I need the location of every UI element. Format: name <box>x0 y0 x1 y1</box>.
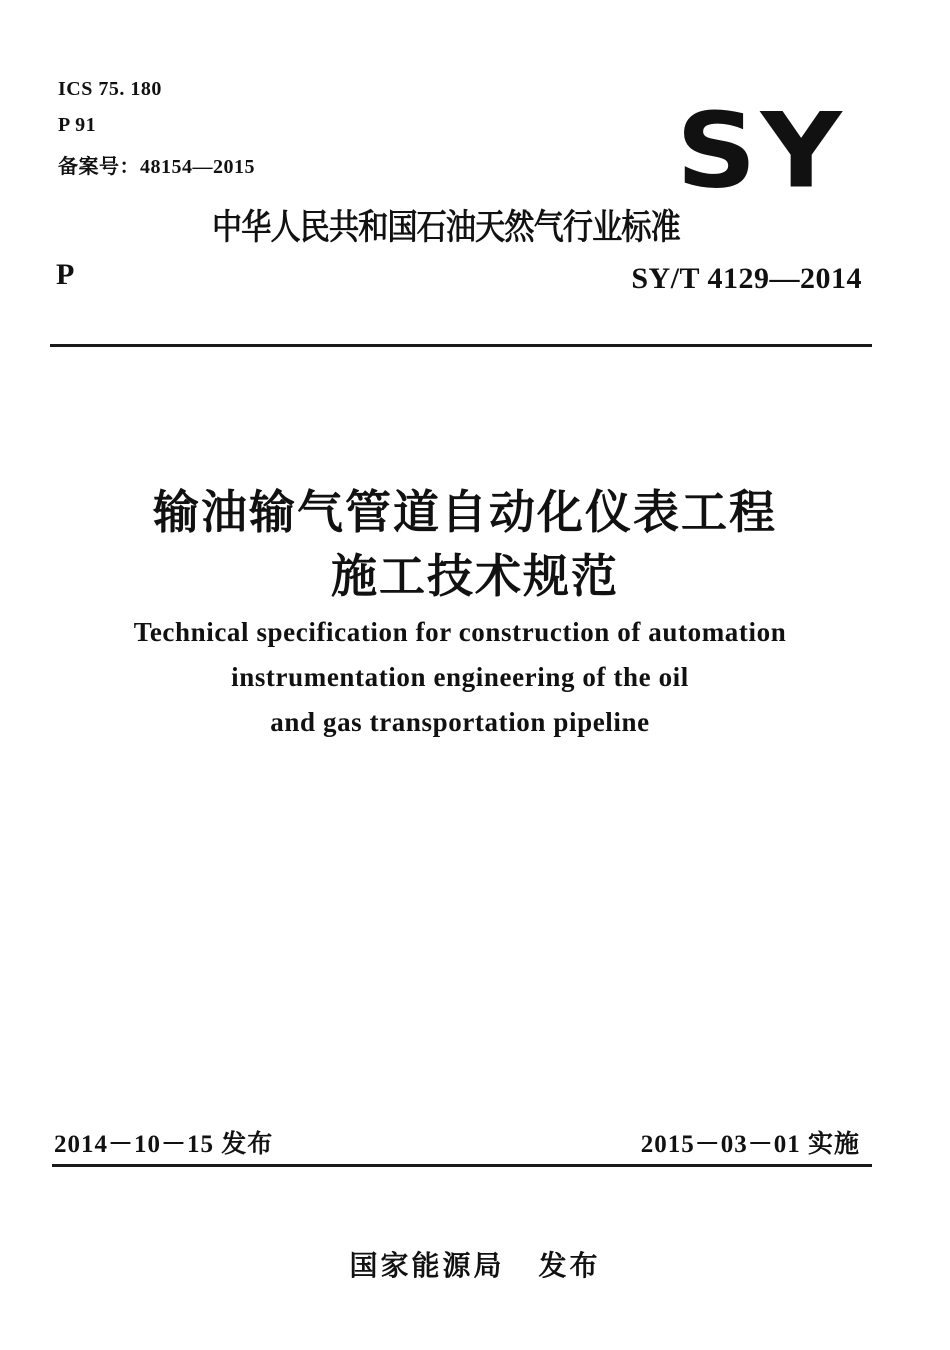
title-en-line-2: instrumentation engineering of the oil <box>231 662 689 692</box>
footer-divider <box>52 1164 872 1167</box>
filing-number: 备案号：48154—2015 <box>58 156 255 178</box>
header-divider <box>50 344 872 347</box>
classification-code: P 91 <box>58 114 97 136</box>
standard-code: SY/T 4129—2014 <box>631 262 862 295</box>
publisher-name: 国家能源局 <box>349 1249 505 1282</box>
title-en-line-3: and gas transportation pipeline <box>270 707 650 737</box>
ics-number: ICS 75. 180 <box>58 78 162 100</box>
industry-standard-heading: 中华人民共和国石油天然气行业标准 <box>212 208 680 248</box>
title-en-line-1: Technical specification for construction of automation <box>133 617 787 647</box>
title-cn-line-1: 输油输气管道自动化仪表工程 <box>153 485 777 539</box>
publish-action: 发布 <box>538 1249 601 1282</box>
sy-logo: SY <box>676 91 846 212</box>
category-letter: P <box>56 258 75 291</box>
title-cn-line-2: 施工技术规范 <box>331 549 619 603</box>
implementation-date: 2015－03－01 实施 <box>640 1131 860 1158</box>
publisher-line <box>0 1244 950 1284</box>
issue-date: 2014－10－15 发布 <box>54 1131 274 1158</box>
